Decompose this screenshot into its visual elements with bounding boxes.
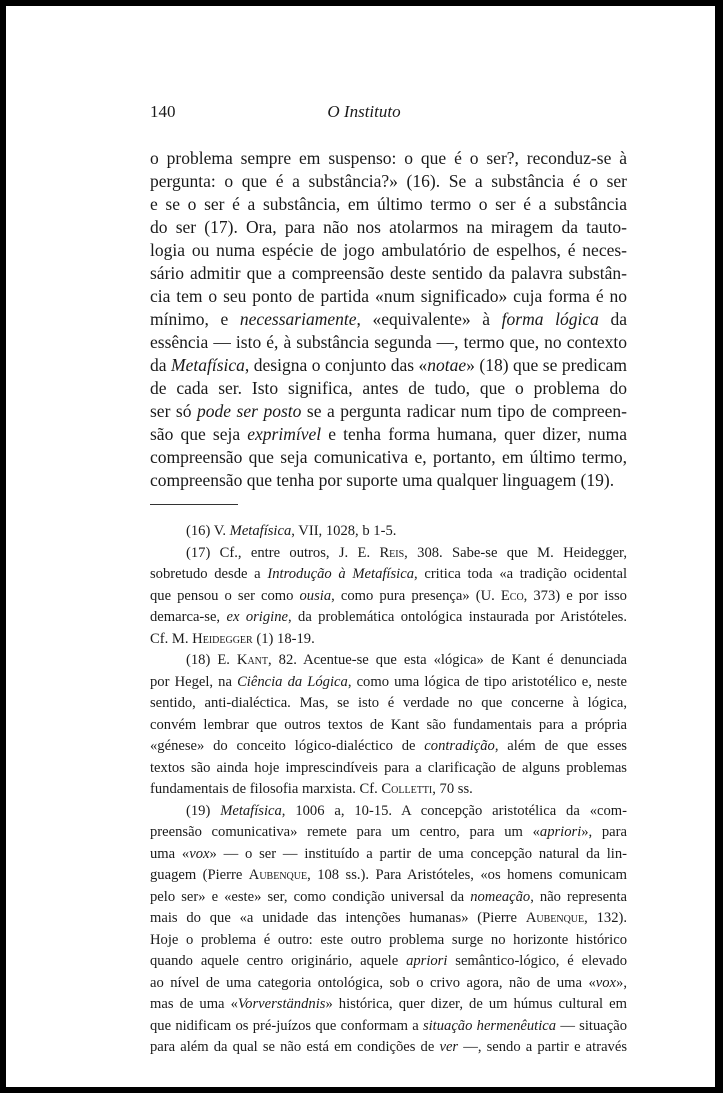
text-line: logia ou numa espécie de jogo ambulatório de espelhos, é neces-	[150, 240, 627, 260]
footnote-line: textos são ainda hoje imprescindíveis para a clarificação de alguns problemas	[150, 759, 627, 776]
text-line: mínimo, e necessariamente, «equivalente» à forma lógica da	[150, 309, 627, 329]
text-line: são que seja exprimível e tenha forma humana, quer dizer, numa	[150, 424, 627, 444]
footnote-line: mais do que «a unidade das intenções humanas» (Pierre Aubenque, 132).	[150, 910, 628, 926]
footnote-line: que pensou o ser como ousia, como pura presença» (U. Eco, 373) e por isso	[150, 587, 627, 604]
footnote-line: uma «vox» — o ser — instituído a partir de uma concepção natural da lin-	[150, 845, 627, 862]
footnote-line: mas de uma «Vorverständnis» histórica, quer dizer, de um húmus cultural em	[150, 996, 627, 1012]
text-line: compreensão que tenha por suporte uma qualquer linguagem (19).	[150, 470, 615, 490]
running-title: O Instituto	[327, 102, 401, 121]
footnote-line: sentido, anti-dialéctica. Mas, se isto é verdade no que concerne à lógica,	[150, 695, 627, 711]
text-line: ser só pode ser posto se a pergunta radicar num tipo de compreen-	[150, 401, 628, 421]
footnote-line: preensão comunicativa» remete para um centro, para um «apriori», para	[150, 824, 627, 840]
main-text	[150, 147, 627, 492]
text-line: compreensão que seja comunicativa e, portanto, em último termo,	[150, 447, 627, 467]
footnote-line: «génese» do conceito lógico-dialéctico de contradição, além de que esses	[150, 738, 627, 754]
footnote-line: guagem (Pierre Aubenque, 108 ss.). Para Aristóteles, «os homens comunicam	[150, 867, 627, 883]
footnote-line: quando aquele centro originário, aquele apriori semântico-lógico, é elevado	[150, 953, 627, 969]
text-line: essência — isto é, à substância segunda —, termo que, no contexto	[150, 332, 627, 352]
text-line: do ser (17). Ora, para não nos atolarmos na miragem da tauto-	[150, 217, 627, 237]
book-page	[6, 6, 715, 1087]
footnote-line: ao nível de uma categoria ontológica, sob o crivo agora, não de uma «vox»,	[150, 974, 627, 991]
footnote-line: sobretudo desde a Introdução à Metafísica, critica toda «a tradição ocidental	[150, 566, 627, 582]
footnote-line: (16) V. Metafísica, VII, 1028, b 1-5.	[186, 523, 397, 539]
text-line: e se o ser é a substância, em último termo o ser é a substância	[150, 194, 627, 214]
text-line: pergunta: o que é a substância?» (16). Se a substância é o ser	[150, 171, 627, 191]
footnote-line: para além da qual se não está em condições de ver —, sendo a partir e através	[150, 1039, 628, 1055]
footnote-line: Hoje o problema é outro: este outro problema surge no horizonte histórico	[150, 931, 627, 948]
footnote-line: por Hegel, na Ciência da Lógica, como uma lógica de tipo aristotélico e, neste	[150, 673, 627, 690]
footnote-separator	[150, 504, 238, 505]
text-line: de cada ser. Isto significa, antes de tudo, que o problema do	[150, 378, 627, 398]
page-number: 140	[150, 102, 176, 121]
text-line: o problema sempre em suspenso: o que é o ser?, reconduz-se à	[150, 148, 627, 168]
footnote-line: (19) Metafísica, 1006 a, 10-15. A concepção aristotélica da «com-	[186, 802, 627, 819]
footnote-line: fundamentais de filosofia marxista. Cf. Colletti, 70 ss.	[150, 781, 473, 797]
footnote-line: (18) E. Kant, 82. Acentue-se que esta «lógica» de Kant é denunciada	[186, 652, 627, 668]
footnote-line: pelo ser» e «este» ser, como condição universal da nomeação, não representa	[150, 888, 627, 905]
footnotes	[150, 521, 627, 1059]
footnote-line: convém lembrar que outros textos de Kant são fundamentais para a própria	[150, 716, 627, 733]
text-line: sário admitir que a compreensão deste sentido da palavra substân-	[150, 263, 627, 283]
footnote-line: (17) Cf., entre outros, J. E. Reis, 308. Sabe-se que M. Heidegger,	[186, 544, 627, 561]
footnote-line: demarca-se, ex origine, da problemática ontológica instaurada por Aristóteles.	[150, 609, 628, 625]
text-line: cia tem o seu ponto de partida «num significado» cuja forma é no	[150, 286, 627, 306]
footnote-line: Cf. M. Heidegger (1) 18-19.	[150, 630, 315, 647]
footnote-line: que nidificam os pré-juízos que conformam a situação hermenêutica — situação	[150, 1017, 627, 1034]
text-line: da Metafísica, designa o conjunto das «notae» (18) que se predicam	[150, 355, 627, 375]
page-header	[150, 102, 578, 126]
